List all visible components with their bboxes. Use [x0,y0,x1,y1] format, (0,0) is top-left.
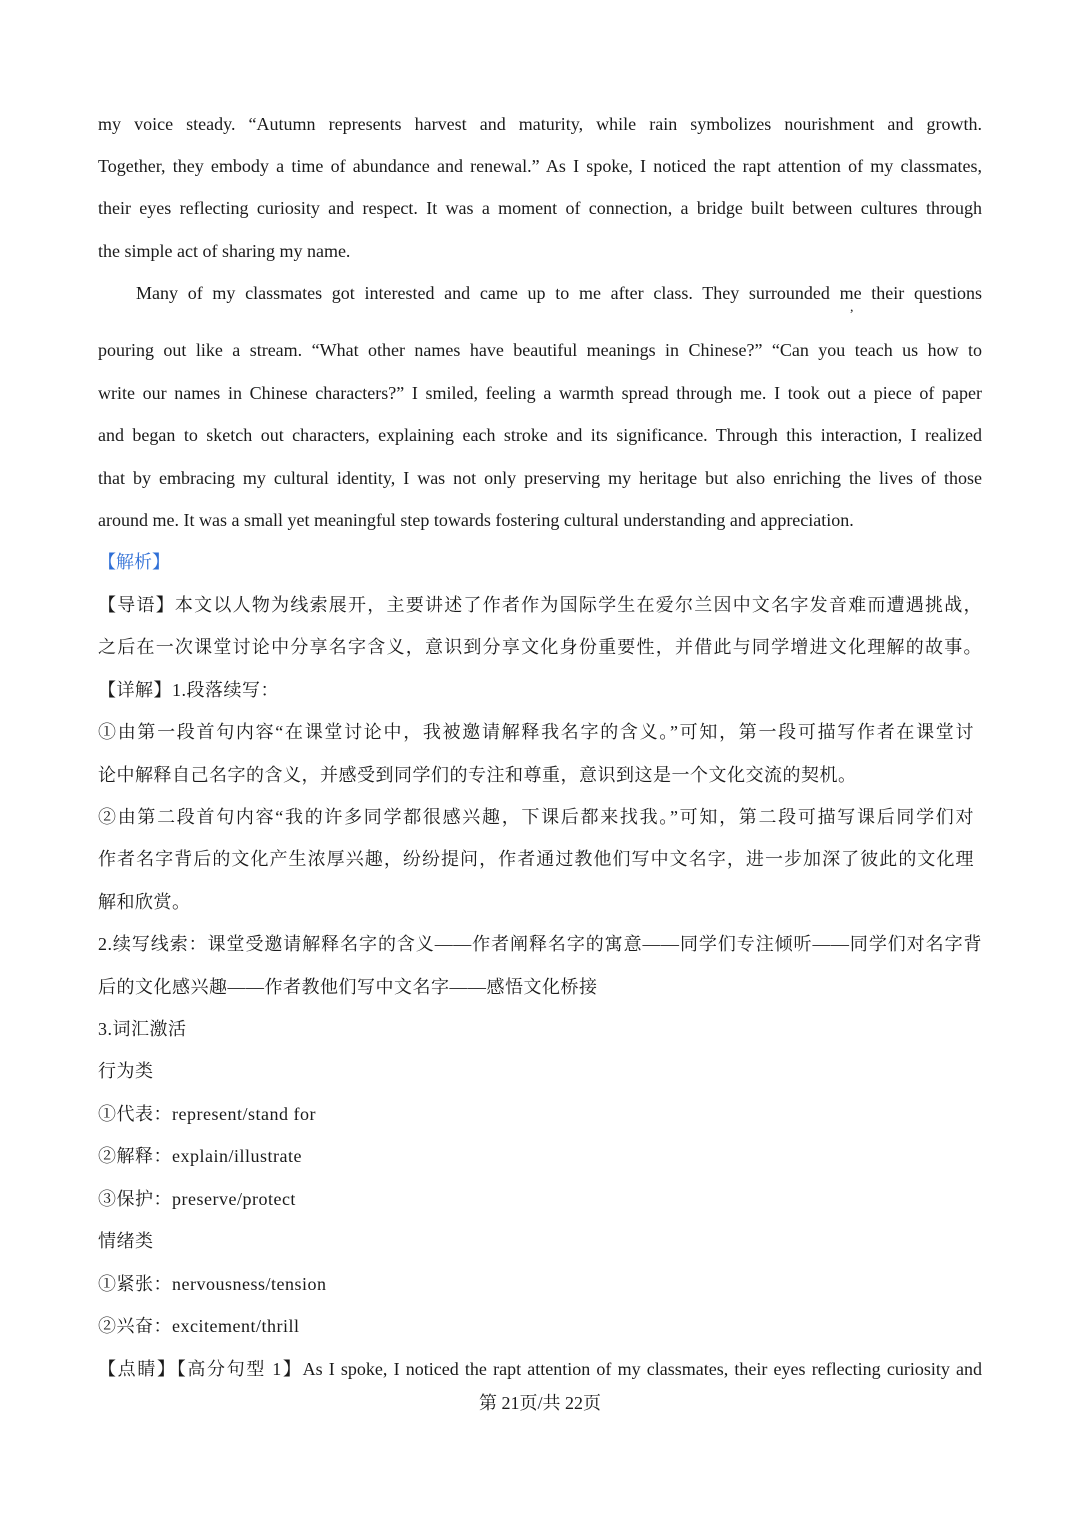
vocab-category: 情绪类 [98,1231,154,1251]
text-line: my voice steady. “Autumn represents harvest and maturity, while rain symbolizes nourishment and growth. [98,114,982,134]
vocab-item: ①代表：represent/stand for [98,1104,316,1124]
paragraph-first-line: Many of my classmates got interested and came up to me after class. They surrounded me their questions [136,283,982,303]
clue-line: 后的文化感兴趣——作者教他们写中文名字——感悟文化桥接 [98,977,598,997]
analysis-heading: 【解析】 [98,552,170,572]
page-number: 第 21页/共 22页 [478,1393,601,1413]
intro-line: 之后在一次课堂讨论中分享名字含义，意识到分享文化身份重要性，并借此与同学增进文化理解的故事。 [98,637,982,657]
clue-line: 2.续写线索：课堂受邀请解释名字的含义——作者阐释名字的寓意——同学们专注倾听——同学们对名字背 [98,934,982,954]
detail-line: 作者名字背后的文化产生浓厚兴趣，纷纷提问，作者通过教他们写中文名字，进一步加深了彼此的文化理 [98,849,974,869]
detail-line: ①由第一段首句内容“在课堂讨论中，我被邀请解释我名字的含义。”可知，第一段可描写作者在课堂讨 [98,722,974,742]
stray-comma: , [850,300,854,315]
vocab-heading: 3.词汇激活 [98,1019,187,1039]
text-line: their eyes reflecting curiosity and respect. It was a moment of connection, a bridge built between cultures through [98,198,982,218]
detail-heading: 【详解】1.段落续写： [98,680,279,700]
detail-line: ②由第二段首句内容“我的许多同学都很感兴趣，下课后都来找我。”可知，第二段可描写课后同学们对 [98,807,974,827]
text-line: pouring out like a stream. “What other names have beautiful meanings in Chinese?” “Can you teach us how to [98,340,982,360]
text-line: and began to sketch out characters, explaining each stroke and its significance. Through this interaction, I realized [98,425,982,445]
detail-line: 论中解释自己名字的含义，并感受到同学们的专注和尊重，意识到这是一个文化交流的契机。 [98,765,857,785]
vocab-item: ②兴奋：excitement/thrill [98,1316,300,1336]
text-line: write our names in Chinese characters?” I smiled, feeling a warmth spread through me. I took out a piece of paper [98,383,982,403]
vocab-item: ②解释：explain/illustrate [98,1146,302,1166]
text-line: the simple act of sharing my name. [98,241,351,261]
intro-line: 【导语】本文以人物为线索展开，主要讲述了作者作为国际学生在爱尔兰因中文名字发音难而遭遇挑战， [98,595,982,615]
highlight-line: 【点睛】【高分句型 1】As I spoke, I noticed the rapt attention of my classmates, their eyes reflecting curiosity and [98,1359,982,1379]
text-line: that by embracing my cultural identity, I was not only preserving my heritage but also enriching the lives of those [98,468,982,488]
vocab-item: ③保护：preserve/protect [98,1189,296,1209]
text-line: around me. It was a small yet meaningful step towards fostering cultural understanding and appreciation. [98,510,854,530]
vocab-item: ①紧张：nervousness/tension [98,1274,327,1294]
detail-line: 解和欣赏。 [98,892,191,912]
vocab-category: 行为类 [98,1061,154,1081]
text-line: Together, they embody a time of abundance and renewal.” As I spoke, I noticed the rapt attention of my classmates, [98,156,982,176]
